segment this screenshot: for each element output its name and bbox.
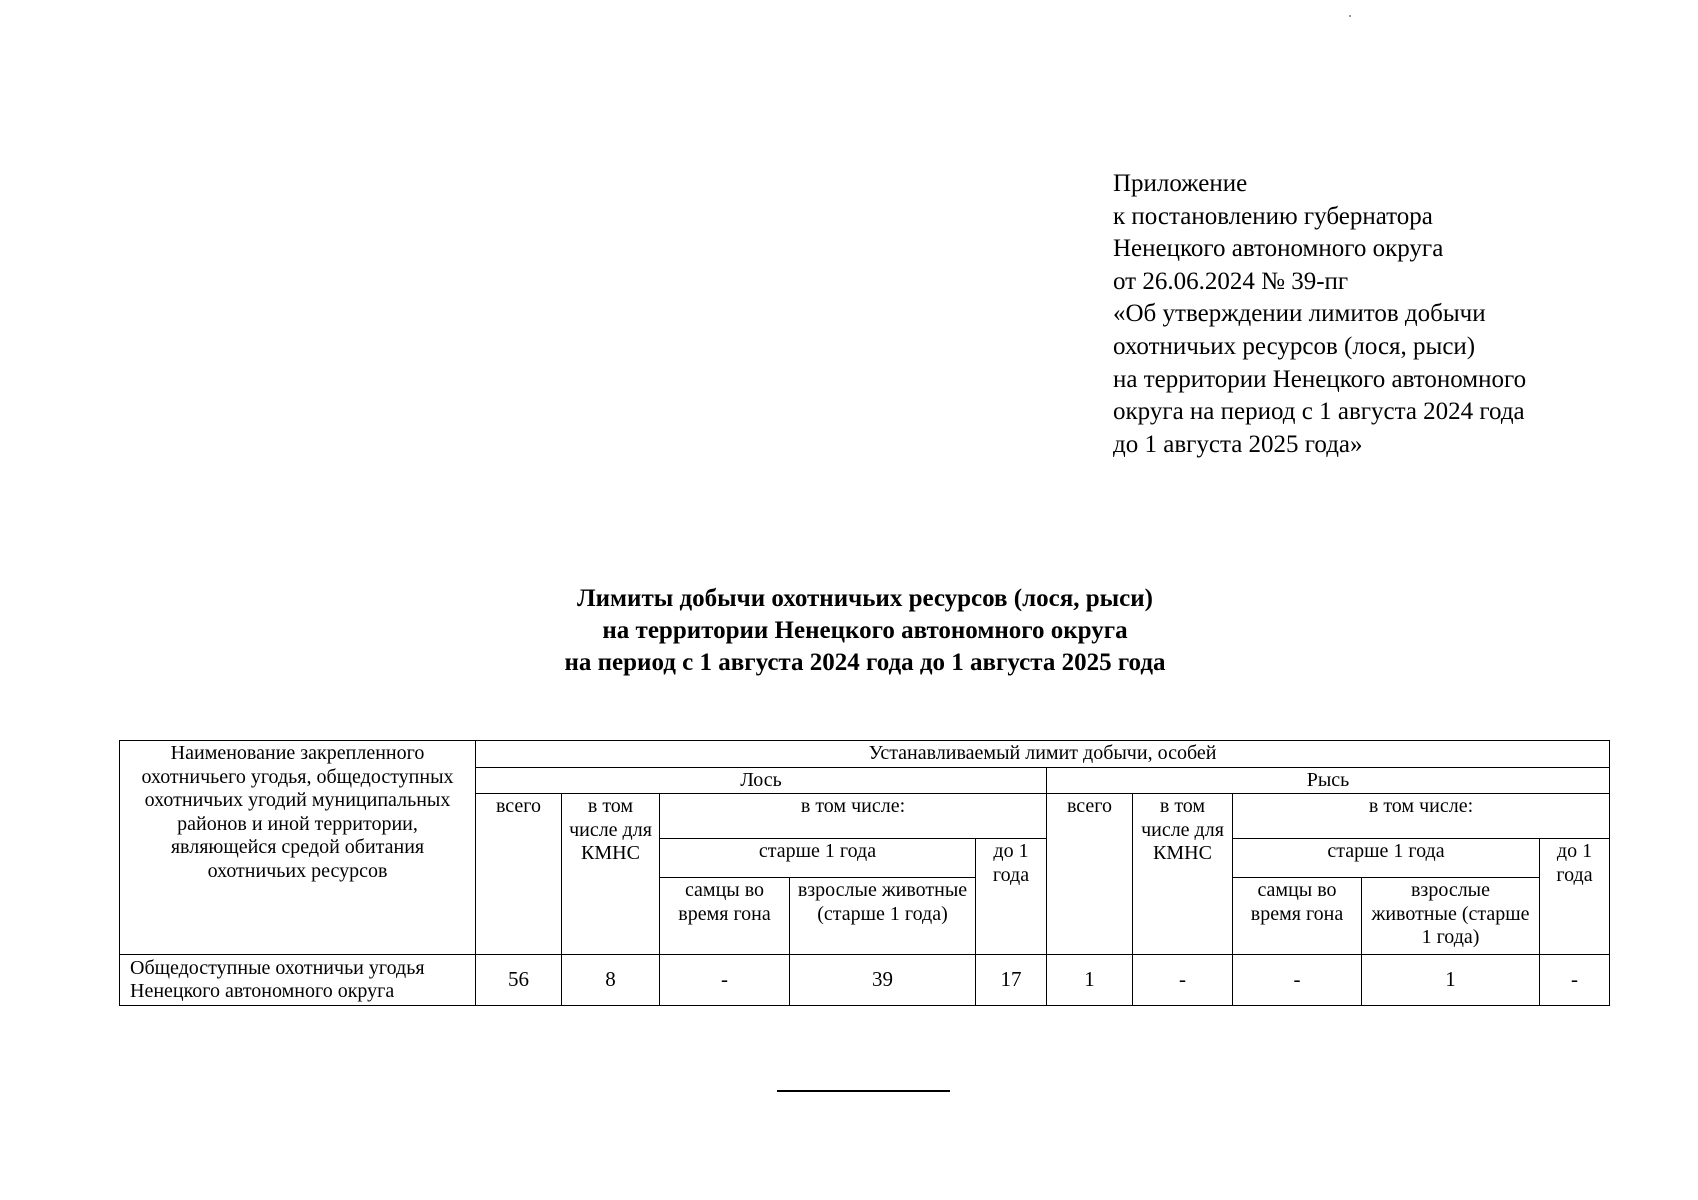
appendix-line: охотничьих ресурсов (лося, рыси) xyxy=(1113,332,1476,360)
title-line: на территории Ненецкого автономного округа xyxy=(602,617,1128,644)
moose-adults: 39 xyxy=(790,955,976,1006)
moose-total: 56 xyxy=(476,955,562,1006)
title-line: Лимиты добычи охотничьих ресурсов (лося, рыси) xyxy=(576,585,1153,612)
lynx-total: 1 xyxy=(1047,955,1133,1006)
appendix-line: до 1 августа 2025 года» xyxy=(1113,430,1363,458)
title-line: на период с 1 августа 2024 года до 1 августа 2025 года xyxy=(564,649,1166,676)
header-lynx-older: старше 1 года xyxy=(1233,839,1540,878)
appendix-line: к постановлению губернатора xyxy=(1113,202,1433,230)
appendix-line: Ненецкого автономного округа xyxy=(1113,235,1444,263)
header-moose-older: старше 1 года xyxy=(660,839,976,878)
lynx-adults: 1 xyxy=(1362,955,1540,1006)
header-lynx-adults: взрослые животные (старше 1 года) xyxy=(1362,878,1540,955)
appendix-line: округа на период с 1 августа 2024 года xyxy=(1113,398,1525,426)
moose-males: - xyxy=(660,955,790,1006)
limits-table xyxy=(119,740,1610,1006)
header-species-lynx: Рысь xyxy=(1047,767,1610,794)
header-moose-males: самцы во время гона xyxy=(660,878,790,955)
header-species-moose: Лось xyxy=(476,767,1047,794)
appendix-line: на территории Ненецкого автономного xyxy=(1113,365,1527,393)
header-moose-including: в том числе: xyxy=(660,794,1047,839)
header-moose-under: до 1 года xyxy=(976,839,1047,955)
appendix-block xyxy=(1113,168,1673,461)
end-rule xyxy=(777,1090,950,1092)
header-lynx-kmns: в том числе для КМНС xyxy=(1133,794,1233,955)
header-moose-kmns: в том числе для КМНС xyxy=(562,794,660,955)
scan-dot xyxy=(1349,15,1351,17)
header-lynx-under: до 1 года xyxy=(1540,839,1610,955)
lynx-kmns: - xyxy=(1133,955,1233,1006)
row-name: Общедоступные охотничьи угодья Ненецкого автономного округа xyxy=(120,955,476,1006)
document-title xyxy=(0,583,1698,679)
header-moose-adults: взрослые животные (старше 1 года) xyxy=(790,878,976,955)
appendix-line: от 26.06.2024 № 39-пг xyxy=(1113,267,1349,295)
header-name: Наименование закрепленного охотничьего угодья, общедоступных охотничьих угодий муниципальных районов и иной территории, являющейся средой обитания охотничьих ресурсов xyxy=(120,741,476,955)
table-row xyxy=(120,955,1610,1006)
header-lynx-including: в том числе: xyxy=(1233,794,1610,839)
appendix-line: «Об утверждении лимитов добычи xyxy=(1113,300,1486,328)
lynx-under: - xyxy=(1540,955,1610,1006)
moose-kmns: 8 xyxy=(562,955,660,1006)
header-limit-group: Устанавливаемый лимит добычи, особей xyxy=(476,741,1610,768)
header-lynx-total: всего xyxy=(1047,794,1133,955)
header-moose-total: всего xyxy=(476,794,562,955)
appendix-line: Приложение xyxy=(1113,170,1248,197)
moose-under: 17 xyxy=(976,955,1047,1006)
header-lynx-males: самцы во время гона xyxy=(1233,878,1362,955)
lynx-males: - xyxy=(1233,955,1362,1006)
